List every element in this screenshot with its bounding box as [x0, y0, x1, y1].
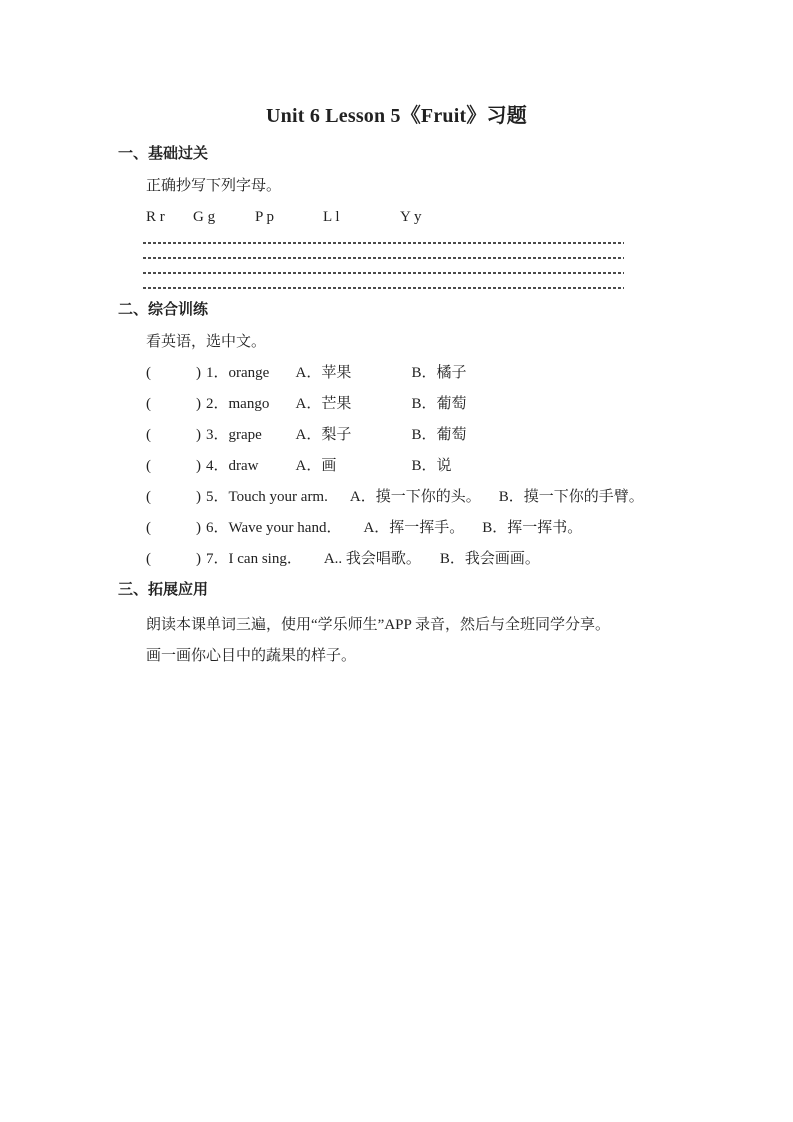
answer-bracket: ( ) [146, 551, 201, 567]
option-a: A．苹果 [295, 365, 352, 381]
option-b: B．葡萄 [411, 427, 467, 443]
question-number: 7． [206, 551, 229, 567]
option-b: B．说 [411, 458, 452, 474]
answer-bracket: ( ) [146, 520, 201, 536]
question-row [146, 458, 793, 474]
question-number: 6． [206, 520, 229, 536]
letter-pair: R r [146, 209, 165, 225]
writing-line [143, 287, 624, 289]
option-a: A．摸一下你的头。 [349, 489, 481, 505]
question-english: orange [228, 365, 270, 381]
answer-bracket: ( ) [146, 458, 201, 474]
question-number: 3． [206, 427, 229, 443]
extension-task-draw: 画一画你心目中的蔬果的样子。 [146, 648, 357, 664]
option-b: B．葡萄 [411, 396, 467, 412]
letter-pair: G g [193, 209, 216, 225]
question-row [146, 551, 793, 567]
section-training-heading: 二、综合训练 [118, 302, 209, 318]
section-extension [118, 582, 793, 664]
answer-bracket: ( ) [146, 427, 201, 443]
question-list [146, 365, 793, 567]
option-b: B．橘子 [411, 365, 467, 381]
question-english: draw [228, 458, 259, 474]
question-english: grape [228, 427, 262, 443]
extension-task-record: 朗读本课单词三遍，使用“学乐师生”APP 录音，然后与全班同学分享。 [146, 617, 611, 633]
question-row [146, 489, 793, 505]
option-a: A．梨子 [295, 427, 352, 443]
question-english: I can sing． [228, 551, 302, 567]
letters-row [146, 209, 793, 228]
section-training [118, 302, 793, 567]
answer-bracket: ( ) [146, 489, 201, 505]
writing-line [143, 272, 624, 274]
option-b: B．摸一下你的手臂。 [498, 489, 644, 505]
page-title: Unit 6 Lesson 5《Fruit》习题 [266, 105, 527, 127]
question-number: 2． [206, 396, 229, 412]
question-number: 4． [206, 458, 229, 474]
question-english: Touch your arm. [228, 489, 328, 505]
copy-letters-instruction: 正确抄写下列字母。 [146, 178, 282, 194]
question-english: Wave your hand． [228, 520, 342, 536]
option-b: B．挥一挥书。 [482, 520, 583, 536]
section-extension-heading: 三、拓展应用 [118, 582, 209, 598]
option-a: A．芒果 [295, 396, 352, 412]
question-row [146, 396, 793, 412]
question-row [146, 427, 793, 443]
answer-bracket: ( ) [146, 396, 201, 412]
letter-pair: P p [255, 209, 275, 225]
option-a: A．画 [295, 458, 337, 474]
option-a: A．挥一挥手。 [363, 520, 465, 536]
letter-pair: L l [323, 209, 340, 225]
letter-pair: Y y [400, 209, 422, 225]
answer-bracket: ( ) [146, 365, 201, 381]
option-a: A.. 我会唱歌。 [323, 551, 421, 567]
section-basics [118, 146, 793, 289]
question-english: mango [228, 396, 270, 412]
question-number: 1． [206, 365, 229, 381]
section-basics-heading: 一、基础过关 [118, 146, 209, 162]
option-b: B．我会画画。 [439, 551, 540, 567]
choose-chinese-instruction: 看英语，选中文。 [146, 334, 267, 350]
question-row [146, 520, 793, 536]
question-number: 5． [206, 489, 229, 505]
question-row [146, 365, 793, 381]
writing-line [143, 257, 624, 259]
writing-lines [143, 242, 624, 289]
writing-line [143, 242, 624, 244]
